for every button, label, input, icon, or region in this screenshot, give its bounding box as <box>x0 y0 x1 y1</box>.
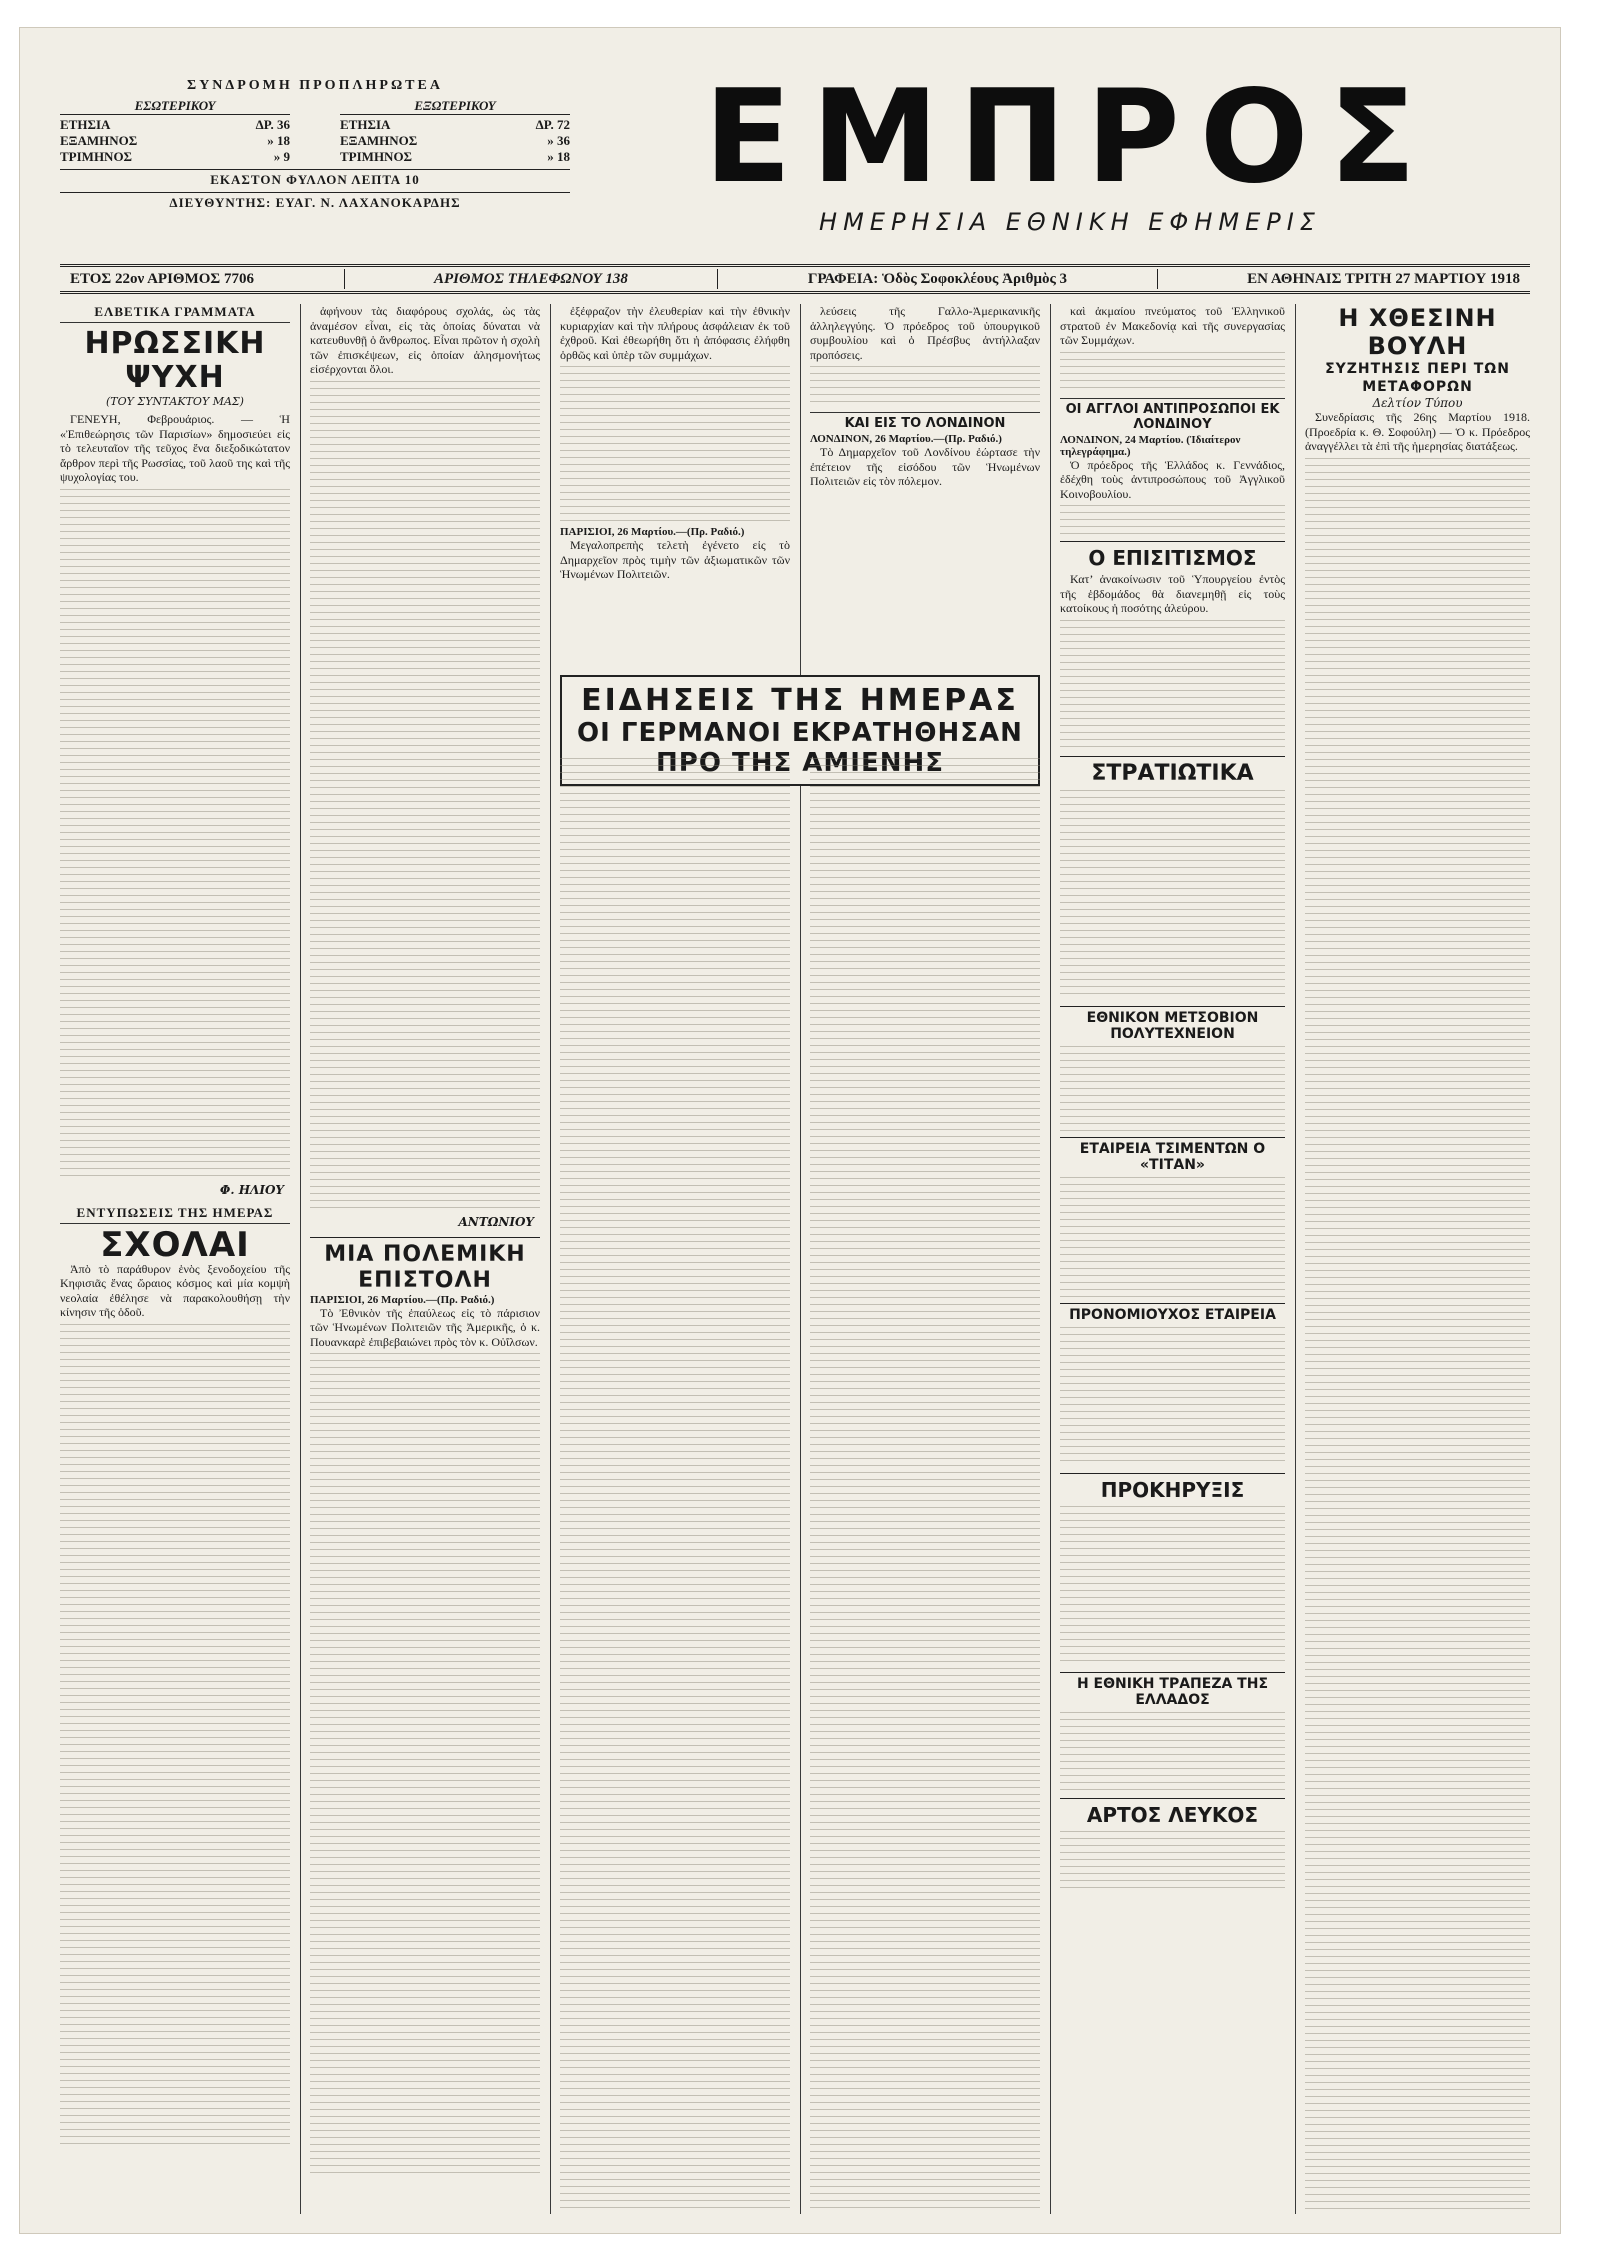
article-body-text <box>1060 790 1285 1000</box>
foreign-rates <box>340 98 570 165</box>
section-kicker: ΕΛΒΕΤΙΚΑ ΓΡΑΜΜΑΤΑ <box>60 304 290 323</box>
rate-row <box>340 133 570 149</box>
article-body-text <box>1305 458 1530 2215</box>
notice-heading: ΕΘΝΙΚΟΝ ΜΕΤΣΟΒΙΟΝ ΠΟΛΥΤΕΧΝΕΙΟΝ <box>1060 1006 1285 1042</box>
article-body-text <box>1060 1327 1285 1467</box>
article-headline: ΣΧΟΛΑΙ <box>100 1224 250 1265</box>
column-rule <box>800 304 801 2214</box>
price-line: ΕΚΑΣΤΟΝ ΦΥΛΛΟΝ ΛΕΠΤΑ 10 <box>60 169 570 188</box>
notice-heading: ΑΡΤΟΣ ΛΕΥΚΟΣ <box>1060 1798 1285 1827</box>
divider <box>344 269 345 289</box>
article-subheadline: ΣΥΖΗΤΗΣΙΣ ΠΕΡΙ ΤΩΝ ΜΕΤΑΦΟΡΩΝ <box>1325 361 1510 395</box>
column-rule <box>1050 304 1051 2214</box>
article-body-text <box>810 366 1040 406</box>
subscription-box <box>60 78 570 211</box>
domestic-title: ΕΣΩΤΕΡΙΚΟΥ <box>60 98 290 115</box>
issue-number: ΕΤΟΣ 22ον ΑΡΙΘΜΟΣ 7706 <box>70 270 254 287</box>
article-body-text <box>60 489 290 1179</box>
article-body-text <box>1060 620 1285 750</box>
article-body-text <box>310 1353 540 2173</box>
rate-label: ΕΤΗΣΙΑ <box>60 117 111 132</box>
issue-info-bar <box>60 264 1530 294</box>
column-6 <box>1305 304 1530 2214</box>
article-body-text <box>310 381 540 1211</box>
notice-heading: ΠΡΟΚΗΡΥΞΙΣ <box>1060 1473 1285 1502</box>
notice-heading: Ο ΕΠΙΣΙΤΙΣΜΟΣ <box>1060 541 1285 570</box>
article-text: ἐξέφραζον τὴν ἐλευθερίαν καὶ τὴν ἐθνικὴν κυριαρχίαν καὶ τὴν πλήρους ἀσφάλειαν ἐκ τοῦ ἐχθροῦ. Καὶ ἐθεωρήθη ὅτι ἡ ἀπόφασις ἐλήφθη ὀρθῶς καὶ ὑπὲρ τῶν συμμάχων. <box>560 304 790 362</box>
article-byline: (ΤΟΥ ΣΥΝΤΑΚΤΟΥ ΜΑΣ) <box>106 395 244 408</box>
article-text: Μεγαλοπρεπὴς τελετὴ ἐγένετο εἰς τὸ Δημαρχεῖον πρὸς τιμὴν τῶν ἀξιωματικῶν τῶν Ἡνωμένων Πολιτειῶν. <box>560 538 790 581</box>
newspaper-subtitle: ΗΜΕΡΗΣΙΑ ΕΘΝΙΚΗ ΕΦΗΜΕΡΙΣ <box>819 208 1321 236</box>
issue-date: ΕΝ ΑΘΗΝΑΙΣ ΤΡΙΤΗ 27 ΜΑΡΤΙΟΥ 1918 <box>1247 270 1520 287</box>
rate-row <box>340 117 570 133</box>
article-headline: Η ΧΘΕΣΙΝΗ ΒΟΥΛΗ <box>1338 304 1497 360</box>
article-signature: Φ. ΗΛΙΟΥ <box>219 1182 284 1197</box>
article-text: ἀφήνουν τὰς διαφόρους σχολάς, ὡς τὰς ἀναμέσον εἶναι, εἰς τὰς ὁποίας δύναται νὰ κατευθυνθῇ ὁ ἄνθρωπος. Εἶναι πρῶτον ἡ σχολὴ τῶν ἐπισκέψεων, εἰς ὁποίαν ἀλησμονήτως εἰσέρχονται ὅλοι. <box>310 304 540 376</box>
article-body-text <box>560 758 790 2208</box>
column-rule <box>1295 304 1296 2214</box>
article-body-text <box>1060 1177 1285 1297</box>
article-body-text <box>1060 1046 1285 1131</box>
section-kicker: ΕΝΤΥΠΩΣΕΙΣ ΤΗΣ ΗΜΕΡΑΣ <box>60 1205 290 1224</box>
article-text: καὶ ἀκμαίου πνεύματος τοῦ Ἑλληνικοῦ στρατοῦ ἐν Μακεδονίᾳ καὶ τῆς συνεργασίας τῶν Συμμάχων. <box>1060 304 1285 347</box>
divider <box>1157 269 1158 289</box>
notice-heading: ΕΤΑΙΡΕΙΑ ΤΣΙΜΕΝΤΩΝ Ο «ΤΙΤΑΝ» <box>1060 1137 1285 1173</box>
article-text: Κατ’ ἀνακοίνωσιν τοῦ Ὑπουργείου ἐντὸς τῆς ἑβδομάδος θὰ διανεμηθῇ εἰς τοὺς κατοίκους ἡ ποσότης ἀλεύρου. <box>1060 572 1285 615</box>
article-dateline: ΠΑΡΙΣΙΟΙ, 26 Μαρτίου.—(Πρ. Ραδιό.) <box>310 1293 495 1306</box>
article-body-text <box>1060 352 1285 392</box>
banner-headline: ΟΙ ΓΕΡΜΑΝΟΙ ΕΚΡΑΤΗΘΗΣΑΝ ΠΡΟ ΤΗΣ ΑΜΙΕΝΗΣ <box>577 718 1023 778</box>
column-rule <box>550 304 551 2214</box>
rate-row <box>60 117 290 133</box>
subscription-title: ΣΥΝΔΡΟΜΗ ΠΡΟΠΛΗΡΩΤΕΑ <box>187 78 443 93</box>
rate-label: ΕΞΑΜΗΝΟΣ <box>60 133 138 148</box>
article-text: Συνεδρίασις τῆς 26ης Μαρτίου 1918. (Προεδρία κ. Θ. Σοφούλη) — Ὁ κ. Πρόεδρος ἀναγγέλλει τὰ ἐπὶ τῆς ἡμερησίας διατάξεως. <box>1305 410 1530 453</box>
article-body-text <box>1060 505 1285 535</box>
article-lead: Τὸ Ἐθνικὸν τῆς ἐπαύλεως εἰς τὸ πάρισιον τῶν Ἡνωμένων Πολιτειῶν τῆς Ἀμερικῆς, ὁ κ. Πουανκαρὲ ἐπιβεβαιώνει πρὸς τὸν κ. Οὐΐλσων. <box>310 1305 540 1349</box>
rate-value: ΔΡ. 36 <box>255 117 290 132</box>
domestic-rates <box>60 98 290 165</box>
article-body-text <box>1060 1506 1285 1666</box>
banner-title: ΕΙΔΗΣΕΙΣ ΤΗΣ ΗΜΕΡΑΣ <box>581 683 1019 718</box>
rate-row <box>60 149 290 165</box>
article-signature: ΑΝΤΩΝΙΟΥ <box>458 1214 534 1229</box>
column-5 <box>1060 304 1285 2214</box>
foreign-title: ΕΞΩΤΕΡΙΚΟΥ <box>340 98 570 115</box>
section-heading: ΟΙ ΑΓΓΛΟΙ ΑΝΤΙΠΡΟΣΩΠΟΙ ΕΚ ΛΟΝΔΙΝΟΥ <box>1060 398 1285 432</box>
article-text: Τὸ Δημαρχεῖον τοῦ Λονδίνου ἐώρτασε τὴν ἐπέτειον τῆς εἰσόδου τῶν Ἡνωμένων Πολιτειῶν εἰς τὸν πόλεμον. <box>810 445 1040 488</box>
article-dateline: ΛΟΝΔΙΝΟΝ, 26 Μαρτίου.—(Πρ. Ραδιό.) <box>810 433 1002 445</box>
rate-row <box>60 133 290 149</box>
article-body-text <box>810 758 1040 2208</box>
article-dateline: ΛΟΝΔΙΝΟΝ, 24 Μαρτίου. (Ἰδιαίτερον τηλεγράφημα.) <box>1060 433 1241 458</box>
masthead <box>60 63 1530 258</box>
article-body-text <box>1060 1831 1285 1891</box>
article-text: Ὁ πρόεδρος τῆς Ἑλλάδος κ. Γεννάδιος, ἐδέχθη τοὺς ἀντιπροσώπους τοῦ Ἀγγλικοῦ Κοινοβουλίου. <box>1060 457 1285 501</box>
article-body-text <box>560 366 790 526</box>
divider <box>717 269 718 289</box>
rate-value: » 36 <box>547 133 570 148</box>
article-dateline: ΠΑΡΙΣΙΟΙ, 26 Μαρτίου.—(Πρ. Ραδιό.) <box>560 526 745 538</box>
rate-value: » 9 <box>273 149 290 164</box>
newspaper-page <box>20 28 1560 2233</box>
article-headline: ΗΡΩΣΣΙΚΗ ΨΥΧΗ <box>84 326 266 395</box>
office-address: ΓΡΑΦΕΙΑ: Ὁδὸς Σοφοκλέους Ἀριθμὸς 3 <box>807 270 1068 287</box>
notice-heading: ΠΡΟΝΟΜΙΟΥΧΟΣ ΕΤΑΙΡΕΙΑ <box>1060 1303 1285 1323</box>
rate-value: » 18 <box>267 133 290 148</box>
content-area <box>60 304 1530 2224</box>
column-3-lower <box>560 754 790 2214</box>
rate-label: ΕΞΑΜΗΝΟΣ <box>340 133 418 148</box>
notice-heading: ΣΤΡΑΤΙΩΤΙΚΑ <box>1060 756 1285 786</box>
notice-heading: Η ΕΘΝΙΚΗ ΤΡΑΠΕΖΑ ΤΗΣ ΕΛΛΑΔΟΣ <box>1060 1672 1285 1708</box>
rate-value: ΔΡ. 72 <box>535 117 570 132</box>
column-1 <box>60 304 290 2214</box>
rate-label: ΤΡΙΜΗΝΟΣ <box>60 149 133 164</box>
column-rule <box>300 304 301 2214</box>
phone-number: ΑΡΙΘΜΟΣ ΤΗΛΕΦΩΝΟΥ 138 <box>434 270 628 287</box>
article-body-text <box>60 1324 290 2144</box>
article-lead: Ἀπὸ τὸ παράθυρον ἑνὸς ξενοδοχείου τῆς Κηφισιᾶς ἕνας ὥραιος κόσμος καὶ μία κομψὴ νεολαία ἐθέλησε νὰ παρακολουθήσῃ τὴν κίνησιν τῆς ὁδοῦ. <box>60 1261 290 1319</box>
column-4-lower <box>810 754 1040 2214</box>
article-body-text <box>1060 1712 1285 1792</box>
article-text: λεύσεις τῆς Γαλλο-Ἀμερικανικῆς ἀλληλεγγύης. Ὁ πρόεδρος τοῦ ὑπουργικοῦ συμβουλίου καὶ ὁ Πρέσβυς ἀντήλλαξαν προπόσεις. <box>810 304 1040 362</box>
section-heading: ΚΑΙ ΕΙΣ ΤΟ ΛΟΝΔΙΝΟΝ <box>810 412 1040 431</box>
rate-label: ΤΡΙΜΗΝΟΣ <box>340 149 413 164</box>
rate-row <box>340 149 570 165</box>
press-note: Δελτίον Τύπου <box>1372 396 1463 410</box>
rate-value: » 18 <box>547 149 570 164</box>
article-lead: ΓΕΝΕΥΗ, Φεβρουάριος. — Ἡ «Ἐπιθεώρησις τῶν Παρισίων» δημοσιεύει εἰς τὸ τελευταῖον τῆς τεῦχος ἕνα διεξοδικώτατον ἄρθρον περὶ τῆς Ρωσσίας, τοῦ λαοῦ της καὶ τῆς ψυχολογίας του. <box>60 412 290 484</box>
column-2 <box>310 304 540 2214</box>
article-headline: ΜΙΑ ΠΟΛΕΜΙΚΗ ΕΠΙΣΤΟΛΗ <box>310 1237 540 1294</box>
director-line: ΔΙΕΥΘΥΝΤΗΣ: ΕΥΑΓ. Ν. ΛΑΧΑΝΟΚΑΡΔΗΣ <box>60 192 570 211</box>
rate-label: ΕΤΗΣΙΑ <box>340 117 391 132</box>
newspaper-title: ΕΜΠΡΟΣ <box>704 63 1436 212</box>
